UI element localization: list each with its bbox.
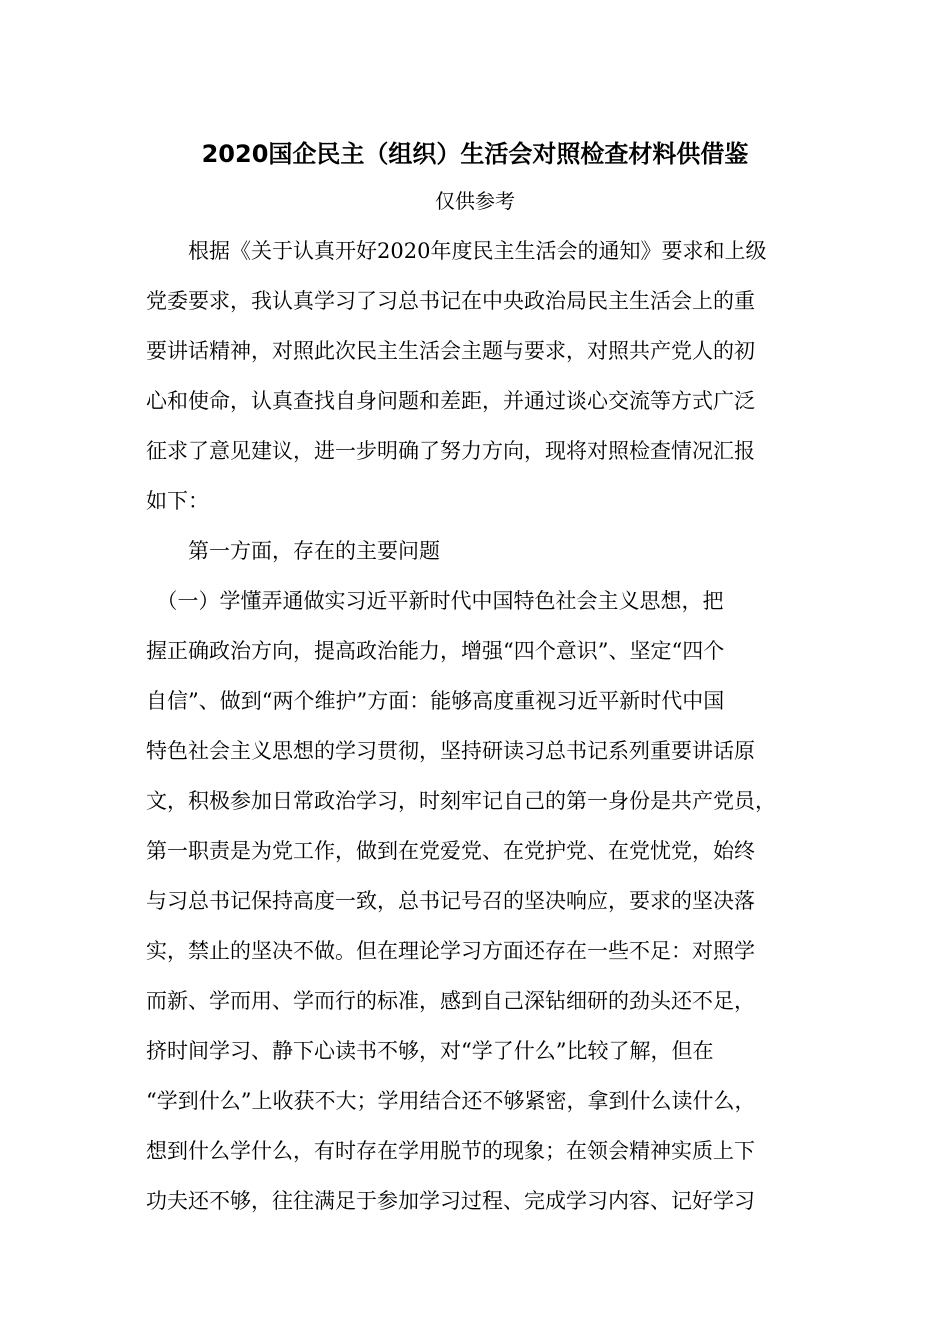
- document-title: 2020国企民主（组织）生活会对照检查材料供借鉴: [201, 140, 749, 168]
- body-line: 握正确政治方向，提高政治能力，增强“四个意识”、坚定“四个: [146, 639, 725, 663]
- body-line: 心和使命，认真查找自身问题和差距，并通过谈心交流等方式广泛: [146, 389, 755, 413]
- body-line: 而新、学而用、学而行的标准，感到自己深钻细研的劲头还不足，: [146, 989, 755, 1013]
- body-line: 功夫还不够，往往满足于参加学习过程、完成学习内容、记好学习: [146, 1189, 755, 1213]
- body-line: 想到什么学什么，有时存在学用脱节的现象；在领会精神实质上下: [146, 1139, 755, 1163]
- body-line: 自信”、做到“两个维护”方面：能够高度重视习近平新时代中国: [146, 689, 725, 713]
- body-line: 与习总书记保持高度一致，总书记号召的坚决响应，要求的坚决落: [146, 889, 755, 913]
- body-line: 党委要求，我认真学习了习总书记在中央政治局民主生活会上的重: [146, 289, 755, 313]
- body-line: 如下：: [146, 489, 209, 513]
- body-line: 挤时间学习、静下心读书不够，对“学了什么”比较了解，但在: [146, 1039, 714, 1063]
- section-heading: 第一方面，存在的主要问题: [146, 539, 440, 563]
- body-line: 根据《关于认真开好2020年度民主生活会的通知》要求和上级: [146, 239, 767, 263]
- body-line: （一）学懂弄通做实习近平新时代中国特色社会主义思想，把: [146, 589, 724, 613]
- body-line: 要讲话精神，对照此次民主生活会主题与要求，对照共产党人的初: [146, 339, 755, 363]
- body-line: 文，积极参加日常政治学习，时刻牢记自己的第一身份是共产党员，: [146, 789, 776, 813]
- body-line: 征求了意见建议，进一步明确了努力方向，现将对照检查情况汇报: [146, 439, 755, 463]
- document-subtitle: 仅供参考: [435, 189, 515, 213]
- body-line: “学到什么”上收获不大；学用结合还不够紧密，拿到什么读什么，: [146, 1089, 756, 1113]
- body-line: 实，禁止的坚决不做。但在理论学习方面还存在一些不足：对照学: [146, 939, 755, 963]
- body-line: 第一职责是为党工作，做到在党爱党、在党护党、在党忧党，始终: [146, 839, 755, 863]
- body-line: 特色社会主义思想的学习贯彻，坚持研读习总书记系列重要讲话原: [146, 739, 755, 763]
